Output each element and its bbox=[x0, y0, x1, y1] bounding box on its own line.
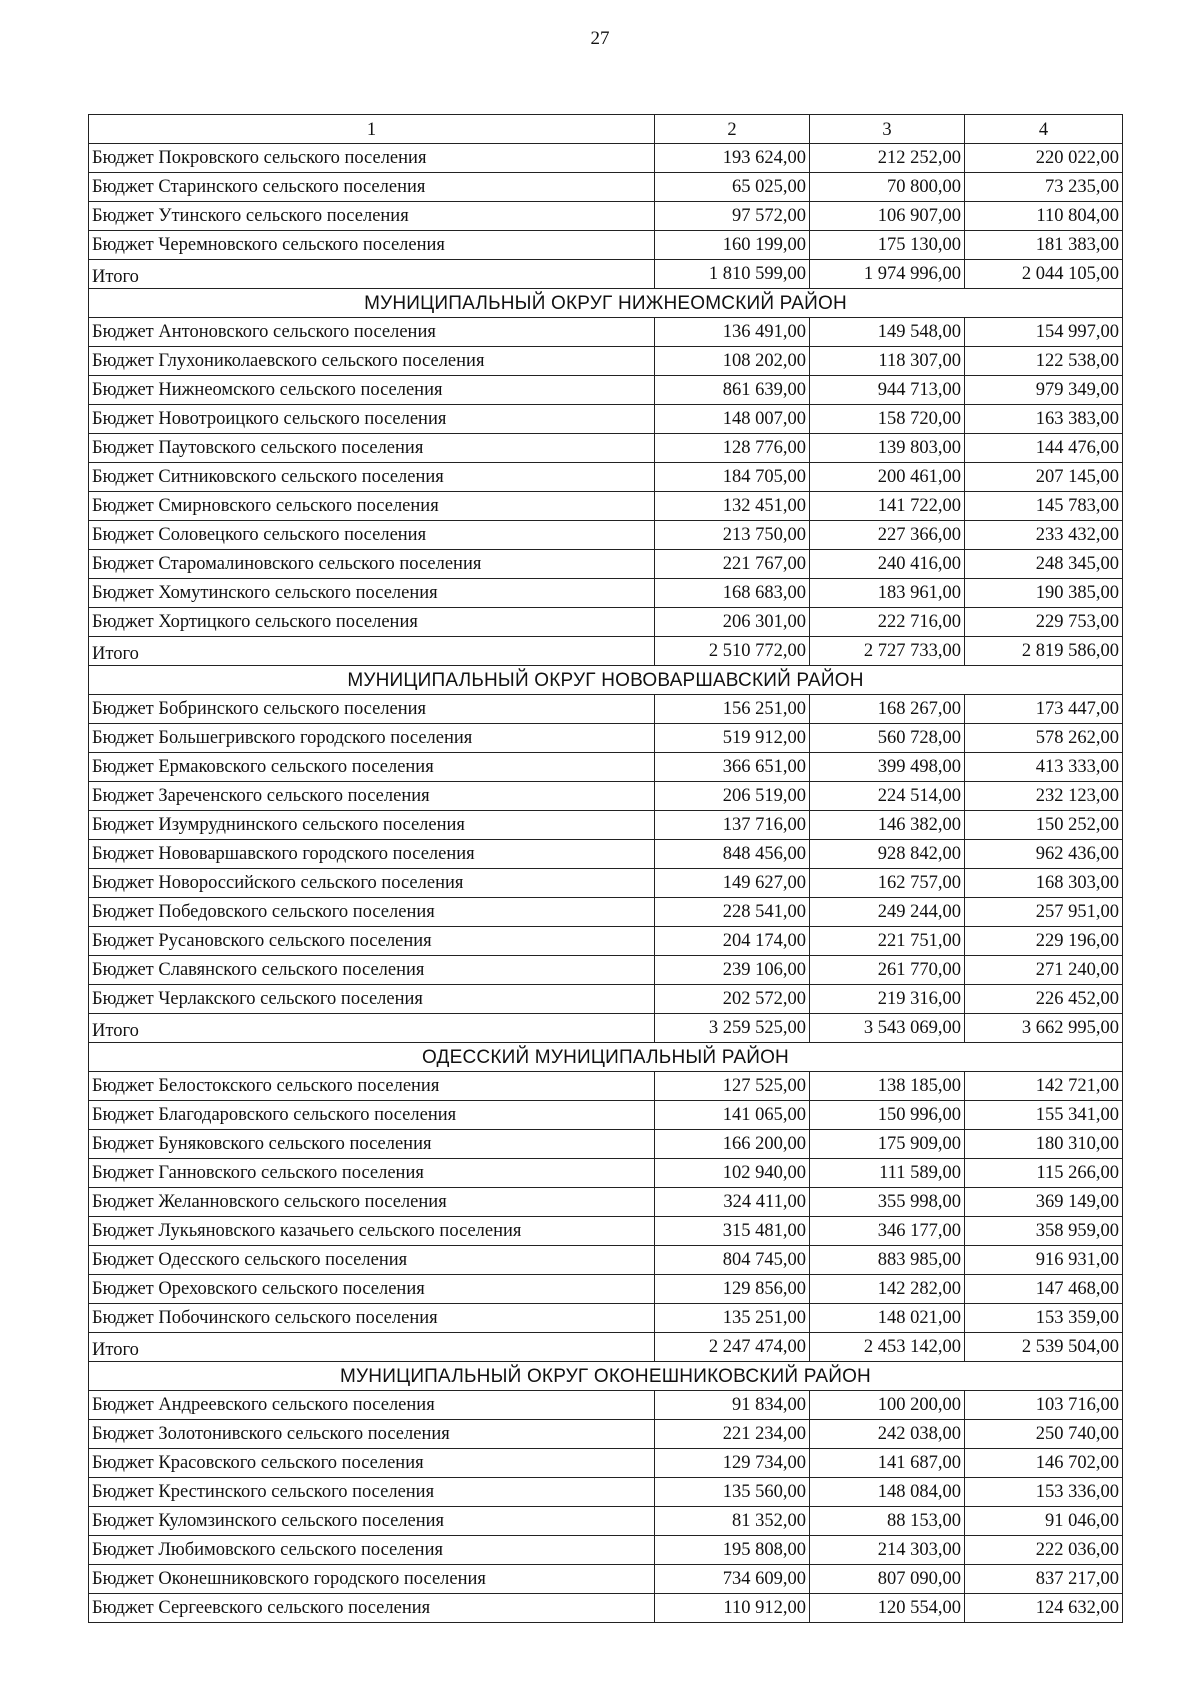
value-cell-col4: 257 951,00 bbox=[965, 898, 1123, 927]
table-row bbox=[89, 1449, 1123, 1478]
settlement-name-cell: Бюджет Черемновского сельского поселения bbox=[89, 231, 655, 260]
value-cell-col2: 137 716,00 bbox=[655, 811, 810, 840]
table-row bbox=[89, 173, 1123, 202]
total-label-cell: Итого bbox=[89, 1014, 655, 1043]
value-cell-col2: 221 234,00 bbox=[655, 1420, 810, 1449]
settlement-name-cell: Бюджет Сергеевского сельского поселения bbox=[89, 1594, 655, 1623]
value-cell-col3: 224 514,00 bbox=[810, 782, 965, 811]
value-cell-col3: 106 907,00 bbox=[810, 202, 965, 231]
settlement-name-cell: Бюджет Хортицкого сельского поселения bbox=[89, 608, 655, 637]
settlement-name-cell: Бюджет Зареченского сельского поселения bbox=[89, 782, 655, 811]
value-cell-col4: 168 303,00 bbox=[965, 869, 1123, 898]
table-row bbox=[89, 956, 1123, 985]
value-cell-col2: 366 651,00 bbox=[655, 753, 810, 782]
value-cell-col2: 110 912,00 bbox=[655, 1594, 810, 1623]
settlement-name-cell: Бюджет Покровского сельского поселения bbox=[89, 144, 655, 173]
settlement-name-cell: Бюджет Ганновского сельского поселения bbox=[89, 1159, 655, 1188]
settlement-name-cell: Бюджет Буняковского сельского поселения bbox=[89, 1130, 655, 1159]
table-row bbox=[89, 492, 1123, 521]
total-value-col4: 3 662 995,00 bbox=[965, 1014, 1123, 1043]
total-row bbox=[89, 260, 1123, 289]
settlement-name-cell: Бюджет Побочинского сельского поселения bbox=[89, 1304, 655, 1333]
value-cell-col4: 222 036,00 bbox=[965, 1536, 1123, 1565]
value-cell-col4: 229 753,00 bbox=[965, 608, 1123, 637]
section-title: МУНИЦИПАЛЬНЫЙ ОКРУГ ОКОНЕШНИКОВСКИЙ РАЙОН bbox=[89, 1362, 1123, 1391]
settlement-name-cell: Бюджет Оконешниковского городского поселения bbox=[89, 1565, 655, 1594]
value-cell-col2: 102 940,00 bbox=[655, 1159, 810, 1188]
settlement-name-cell: Бюджет Одесского сельского поселения bbox=[89, 1246, 655, 1275]
value-cell-col2: 315 481,00 bbox=[655, 1217, 810, 1246]
value-cell-col4: 358 959,00 bbox=[965, 1217, 1123, 1246]
value-cell-col4: 837 217,00 bbox=[965, 1565, 1123, 1594]
settlement-name-cell: Бюджет Утинского сельского поселения bbox=[89, 202, 655, 231]
value-cell-col2: 861 639,00 bbox=[655, 376, 810, 405]
total-value-col2: 3 259 525,00 bbox=[655, 1014, 810, 1043]
value-cell-col2: 108 202,00 bbox=[655, 347, 810, 376]
value-cell-col4: 103 716,00 bbox=[965, 1391, 1123, 1420]
value-cell-col2: 195 808,00 bbox=[655, 1536, 810, 1565]
section-header-row bbox=[89, 1362, 1123, 1391]
value-cell-col4: 207 145,00 bbox=[965, 463, 1123, 492]
table-row bbox=[89, 695, 1123, 724]
section-title: МУНИЦИПАЛЬНЫЙ ОКРУГ НИЖНЕОМСКИЙ РАЙОН bbox=[89, 289, 1123, 318]
column-header-2: 2 bbox=[655, 115, 810, 144]
page-number: 27 bbox=[590, 28, 610, 49]
value-cell-col4: 142 721,00 bbox=[965, 1072, 1123, 1101]
column-header-4: 4 bbox=[965, 115, 1123, 144]
value-cell-col4: 163 383,00 bbox=[965, 405, 1123, 434]
total-value-col3: 1 974 996,00 bbox=[810, 260, 965, 289]
value-cell-col3: 168 267,00 bbox=[810, 695, 965, 724]
value-cell-col3: 227 366,00 bbox=[810, 521, 965, 550]
table-row bbox=[89, 811, 1123, 840]
value-cell-col2: 65 025,00 bbox=[655, 173, 810, 202]
value-cell-col3: 138 185,00 bbox=[810, 1072, 965, 1101]
value-cell-col4: 144 476,00 bbox=[965, 434, 1123, 463]
table-row bbox=[89, 898, 1123, 927]
value-cell-col4: 190 385,00 bbox=[965, 579, 1123, 608]
value-cell-col3: 261 770,00 bbox=[810, 956, 965, 985]
settlement-name-cell: Бюджет Черлакского сельского поселения bbox=[89, 985, 655, 1014]
settlement-name-cell: Бюджет Белостокского сельского поселения bbox=[89, 1072, 655, 1101]
value-cell-col4: 962 436,00 bbox=[965, 840, 1123, 869]
value-cell-col3: 355 998,00 bbox=[810, 1188, 965, 1217]
settlement-name-cell: Бюджет Глухониколаевского сельского поселения bbox=[89, 347, 655, 376]
value-cell-col2: 156 251,00 bbox=[655, 695, 810, 724]
settlement-name-cell: Бюджет Лукьяновского казачьего сельского поселения bbox=[89, 1217, 655, 1246]
table-body bbox=[89, 144, 1123, 1623]
value-cell-col3: 200 461,00 bbox=[810, 463, 965, 492]
table-row bbox=[89, 1072, 1123, 1101]
value-cell-col2: 168 683,00 bbox=[655, 579, 810, 608]
value-cell-col2: 804 745,00 bbox=[655, 1246, 810, 1275]
value-cell-col3: 149 548,00 bbox=[810, 318, 965, 347]
total-row bbox=[89, 1333, 1123, 1362]
settlement-name-cell: Бюджет Изумруднинского сельского поселения bbox=[89, 811, 655, 840]
value-cell-col2: 239 106,00 bbox=[655, 956, 810, 985]
table-row bbox=[89, 521, 1123, 550]
table-row bbox=[89, 202, 1123, 231]
value-cell-col3: 111 589,00 bbox=[810, 1159, 965, 1188]
value-cell-col3: 175 130,00 bbox=[810, 231, 965, 260]
value-cell-col4: 271 240,00 bbox=[965, 956, 1123, 985]
value-cell-col3: 560 728,00 bbox=[810, 724, 965, 753]
value-cell-col3: 142 282,00 bbox=[810, 1275, 965, 1304]
value-cell-col4: 578 262,00 bbox=[965, 724, 1123, 753]
value-cell-col2: 202 572,00 bbox=[655, 985, 810, 1014]
settlement-name-cell: Бюджет Нижнеомского сельского поселения bbox=[89, 376, 655, 405]
settlement-name-cell: Бюджет Андреевского сельского поселения bbox=[89, 1391, 655, 1420]
value-cell-col4: 232 123,00 bbox=[965, 782, 1123, 811]
value-cell-col2: 160 199,00 bbox=[655, 231, 810, 260]
table-row bbox=[89, 347, 1123, 376]
value-cell-col4: 146 702,00 bbox=[965, 1449, 1123, 1478]
total-value-col2: 2 247 474,00 bbox=[655, 1333, 810, 1362]
value-cell-col3: 70 800,00 bbox=[810, 173, 965, 202]
value-cell-col3: 214 303,00 bbox=[810, 1536, 965, 1565]
table-row bbox=[89, 1246, 1123, 1275]
total-label-cell: Итого bbox=[89, 1333, 655, 1362]
table-row bbox=[89, 869, 1123, 898]
settlement-name-cell: Бюджет Новотроицкого сельского поселения bbox=[89, 405, 655, 434]
table-row bbox=[89, 1565, 1123, 1594]
value-cell-col4: 173 447,00 bbox=[965, 695, 1123, 724]
value-cell-col2: 91 834,00 bbox=[655, 1391, 810, 1420]
table-row bbox=[89, 318, 1123, 347]
value-cell-col4: 115 266,00 bbox=[965, 1159, 1123, 1188]
column-header-1: 1 bbox=[89, 115, 655, 144]
total-value-col4: 2 044 105,00 bbox=[965, 260, 1123, 289]
table-row bbox=[89, 724, 1123, 753]
value-cell-col3: 148 084,00 bbox=[810, 1478, 965, 1507]
value-cell-col3: 249 244,00 bbox=[810, 898, 965, 927]
value-cell-col2: 166 200,00 bbox=[655, 1130, 810, 1159]
value-cell-col4: 147 468,00 bbox=[965, 1275, 1123, 1304]
value-cell-col2: 206 519,00 bbox=[655, 782, 810, 811]
value-cell-col2: 848 456,00 bbox=[655, 840, 810, 869]
value-cell-col2: 81 352,00 bbox=[655, 1507, 810, 1536]
settlement-name-cell: Бюджет Смирновского сельского поселения bbox=[89, 492, 655, 521]
value-cell-col3: 883 985,00 bbox=[810, 1246, 965, 1275]
total-value-col3: 2 727 733,00 bbox=[810, 637, 965, 666]
table-row bbox=[89, 1304, 1123, 1333]
settlement-name-cell: Бюджет Нововаршавского городского поселения bbox=[89, 840, 655, 869]
value-cell-col2: 228 541,00 bbox=[655, 898, 810, 927]
value-cell-col2: 204 174,00 bbox=[655, 927, 810, 956]
value-cell-col4: 91 046,00 bbox=[965, 1507, 1123, 1536]
settlement-name-cell: Бюджет Желанновского сельского поселения bbox=[89, 1188, 655, 1217]
value-cell-col3: 242 038,00 bbox=[810, 1420, 965, 1449]
section-header-row bbox=[89, 666, 1123, 695]
value-cell-col3: 158 720,00 bbox=[810, 405, 965, 434]
value-cell-col3: 146 382,00 bbox=[810, 811, 965, 840]
settlement-name-cell: Бюджет Ореховского сельского поселения bbox=[89, 1275, 655, 1304]
value-cell-col2: 213 750,00 bbox=[655, 521, 810, 550]
settlement-name-cell: Бюджет Старинского сельского поселения bbox=[89, 173, 655, 202]
value-cell-col2: 136 491,00 bbox=[655, 318, 810, 347]
table-row bbox=[89, 1159, 1123, 1188]
total-value-col4: 2 539 504,00 bbox=[965, 1333, 1123, 1362]
settlement-name-cell: Бюджет Ситниковского сельского поселения bbox=[89, 463, 655, 492]
value-cell-col2: 135 251,00 bbox=[655, 1304, 810, 1333]
settlement-name-cell: Бюджет Куломзинского сельского поселения bbox=[89, 1507, 655, 1536]
settlement-name-cell: Бюджет Красовского сельского поселения bbox=[89, 1449, 655, 1478]
value-cell-col2: 97 572,00 bbox=[655, 202, 810, 231]
settlement-name-cell: Бюджет Любимовского сельского поселения bbox=[89, 1536, 655, 1565]
value-cell-col3: 150 996,00 bbox=[810, 1101, 965, 1130]
value-cell-col3: 219 316,00 bbox=[810, 985, 965, 1014]
total-value-col4: 2 819 586,00 bbox=[965, 637, 1123, 666]
table-row bbox=[89, 985, 1123, 1014]
value-cell-col4: 122 538,00 bbox=[965, 347, 1123, 376]
value-cell-col2: 149 627,00 bbox=[655, 869, 810, 898]
value-cell-col4: 154 997,00 bbox=[965, 318, 1123, 347]
value-cell-col3: 807 090,00 bbox=[810, 1565, 965, 1594]
table-row bbox=[89, 1188, 1123, 1217]
settlement-name-cell: Бюджет Паутовского сельского поселения bbox=[89, 434, 655, 463]
value-cell-col3: 141 722,00 bbox=[810, 492, 965, 521]
value-cell-col2: 519 912,00 bbox=[655, 724, 810, 753]
value-cell-col3: 120 554,00 bbox=[810, 1594, 965, 1623]
section-title: ОДЕССКИЙ МУНИЦИПАЛЬНЫЙ РАЙОН bbox=[89, 1043, 1123, 1072]
value-cell-col2: 193 624,00 bbox=[655, 144, 810, 173]
column-header-3: 3 bbox=[810, 115, 965, 144]
total-value-col2: 1 810 599,00 bbox=[655, 260, 810, 289]
value-cell-col3: 175 909,00 bbox=[810, 1130, 965, 1159]
total-label-cell: Итого bbox=[89, 637, 655, 666]
table-row bbox=[89, 608, 1123, 637]
table-row bbox=[89, 1130, 1123, 1159]
value-cell-col2: 129 734,00 bbox=[655, 1449, 810, 1478]
value-cell-col3: 118 307,00 bbox=[810, 347, 965, 376]
section-header-row bbox=[89, 1043, 1123, 1072]
value-cell-col3: 183 961,00 bbox=[810, 579, 965, 608]
settlement-name-cell: Бюджет Антоновского сельского поселения bbox=[89, 318, 655, 347]
value-cell-col3: 399 498,00 bbox=[810, 753, 965, 782]
value-cell-col2: 734 609,00 bbox=[655, 1565, 810, 1594]
settlement-name-cell: Бюджет Старомалиновского сельского поселения bbox=[89, 550, 655, 579]
value-cell-col2: 221 767,00 bbox=[655, 550, 810, 579]
settlement-name-cell: Бюджет Благодаровского сельского поселения bbox=[89, 1101, 655, 1130]
value-cell-col3: 148 021,00 bbox=[810, 1304, 965, 1333]
table-row bbox=[89, 579, 1123, 608]
table-row bbox=[89, 1478, 1123, 1507]
value-cell-col4: 181 383,00 bbox=[965, 231, 1123, 260]
table-row bbox=[89, 1536, 1123, 1565]
settlement-name-cell: Бюджет Ермаковского сельского поселения bbox=[89, 753, 655, 782]
value-cell-col3: 162 757,00 bbox=[810, 869, 965, 898]
table-row bbox=[89, 1101, 1123, 1130]
value-cell-col4: 979 349,00 bbox=[965, 376, 1123, 405]
settlement-name-cell: Бюджет Бобринского сельского поселения bbox=[89, 695, 655, 724]
value-cell-col3: 222 716,00 bbox=[810, 608, 965, 637]
table-row bbox=[89, 1420, 1123, 1449]
value-cell-col3: 88 153,00 bbox=[810, 1507, 965, 1536]
total-value-col3: 3 543 069,00 bbox=[810, 1014, 965, 1043]
value-cell-col4: 220 022,00 bbox=[965, 144, 1123, 173]
value-cell-col2: 148 007,00 bbox=[655, 405, 810, 434]
value-cell-col2: 135 560,00 bbox=[655, 1478, 810, 1507]
value-cell-col2: 324 411,00 bbox=[655, 1188, 810, 1217]
value-cell-col4: 73 235,00 bbox=[965, 173, 1123, 202]
value-cell-col3: 240 416,00 bbox=[810, 550, 965, 579]
budget-table bbox=[88, 114, 1123, 1623]
value-cell-col4: 229 196,00 bbox=[965, 927, 1123, 956]
value-cell-col4: 413 333,00 bbox=[965, 753, 1123, 782]
value-cell-col4: 226 452,00 bbox=[965, 985, 1123, 1014]
value-cell-col4: 248 345,00 bbox=[965, 550, 1123, 579]
table-header-row bbox=[89, 115, 1123, 144]
section-title: МУНИЦИПАЛЬНЫЙ ОКРУГ НОВОВАРШАВСКИЙ РАЙОН bbox=[89, 666, 1123, 695]
value-cell-col4: 369 149,00 bbox=[965, 1188, 1123, 1217]
total-value-col2: 2 510 772,00 bbox=[655, 637, 810, 666]
table-row bbox=[89, 1507, 1123, 1536]
table-row bbox=[89, 782, 1123, 811]
value-cell-col3: 212 252,00 bbox=[810, 144, 965, 173]
value-cell-col2: 206 301,00 bbox=[655, 608, 810, 637]
value-cell-col3: 944 713,00 bbox=[810, 376, 965, 405]
value-cell-col2: 141 065,00 bbox=[655, 1101, 810, 1130]
value-cell-col4: 153 359,00 bbox=[965, 1304, 1123, 1333]
table-row bbox=[89, 434, 1123, 463]
table-row bbox=[89, 550, 1123, 579]
section-header-row bbox=[89, 289, 1123, 318]
total-row bbox=[89, 1014, 1123, 1043]
table-row bbox=[89, 1217, 1123, 1246]
table-row bbox=[89, 927, 1123, 956]
table-row bbox=[89, 1275, 1123, 1304]
value-cell-col4: 233 432,00 bbox=[965, 521, 1123, 550]
settlement-name-cell: Бюджет Большегривского городского поселения bbox=[89, 724, 655, 753]
value-cell-col3: 100 200,00 bbox=[810, 1391, 965, 1420]
table-row bbox=[89, 463, 1123, 492]
total-label-cell: Итого bbox=[89, 260, 655, 289]
value-cell-col3: 346 177,00 bbox=[810, 1217, 965, 1246]
table-row bbox=[89, 1391, 1123, 1420]
settlement-name-cell: Бюджет Русановского сельского поселения bbox=[89, 927, 655, 956]
value-cell-col3: 141 687,00 bbox=[810, 1449, 965, 1478]
table-row bbox=[89, 376, 1123, 405]
value-cell-col2: 184 705,00 bbox=[655, 463, 810, 492]
value-cell-col2: 132 451,00 bbox=[655, 492, 810, 521]
table-row bbox=[89, 1594, 1123, 1623]
value-cell-col3: 928 842,00 bbox=[810, 840, 965, 869]
table-row bbox=[89, 840, 1123, 869]
value-cell-col2: 128 776,00 bbox=[655, 434, 810, 463]
value-cell-col4: 150 252,00 bbox=[965, 811, 1123, 840]
value-cell-col3: 221 751,00 bbox=[810, 927, 965, 956]
value-cell-col4: 124 632,00 bbox=[965, 1594, 1123, 1623]
value-cell-col4: 110 804,00 bbox=[965, 202, 1123, 231]
table-row bbox=[89, 231, 1123, 260]
table-row bbox=[89, 144, 1123, 173]
value-cell-col4: 180 310,00 bbox=[965, 1130, 1123, 1159]
value-cell-col3: 139 803,00 bbox=[810, 434, 965, 463]
value-cell-col4: 145 783,00 bbox=[965, 492, 1123, 521]
total-row bbox=[89, 637, 1123, 666]
value-cell-col2: 127 525,00 bbox=[655, 1072, 810, 1101]
value-cell-col4: 916 931,00 bbox=[965, 1246, 1123, 1275]
table-row bbox=[89, 405, 1123, 434]
value-cell-col4: 250 740,00 bbox=[965, 1420, 1123, 1449]
settlement-name-cell: Бюджет Соловецкого сельского поселения bbox=[89, 521, 655, 550]
table-row bbox=[89, 753, 1123, 782]
settlement-name-cell: Бюджет Золотонивского сельского поселения bbox=[89, 1420, 655, 1449]
settlement-name-cell: Бюджет Новороссийского сельского поселения bbox=[89, 869, 655, 898]
settlement-name-cell: Бюджет Славянского сельского поселения bbox=[89, 956, 655, 985]
settlement-name-cell: Бюджет Победовского сельского поселения bbox=[89, 898, 655, 927]
value-cell-col4: 155 341,00 bbox=[965, 1101, 1123, 1130]
settlement-name-cell: Бюджет Крестинского сельского поселения bbox=[89, 1478, 655, 1507]
settlement-name-cell: Бюджет Хомутинского сельского поселения bbox=[89, 579, 655, 608]
value-cell-col4: 153 336,00 bbox=[965, 1478, 1123, 1507]
total-value-col3: 2 453 142,00 bbox=[810, 1333, 965, 1362]
value-cell-col2: 129 856,00 bbox=[655, 1275, 810, 1304]
